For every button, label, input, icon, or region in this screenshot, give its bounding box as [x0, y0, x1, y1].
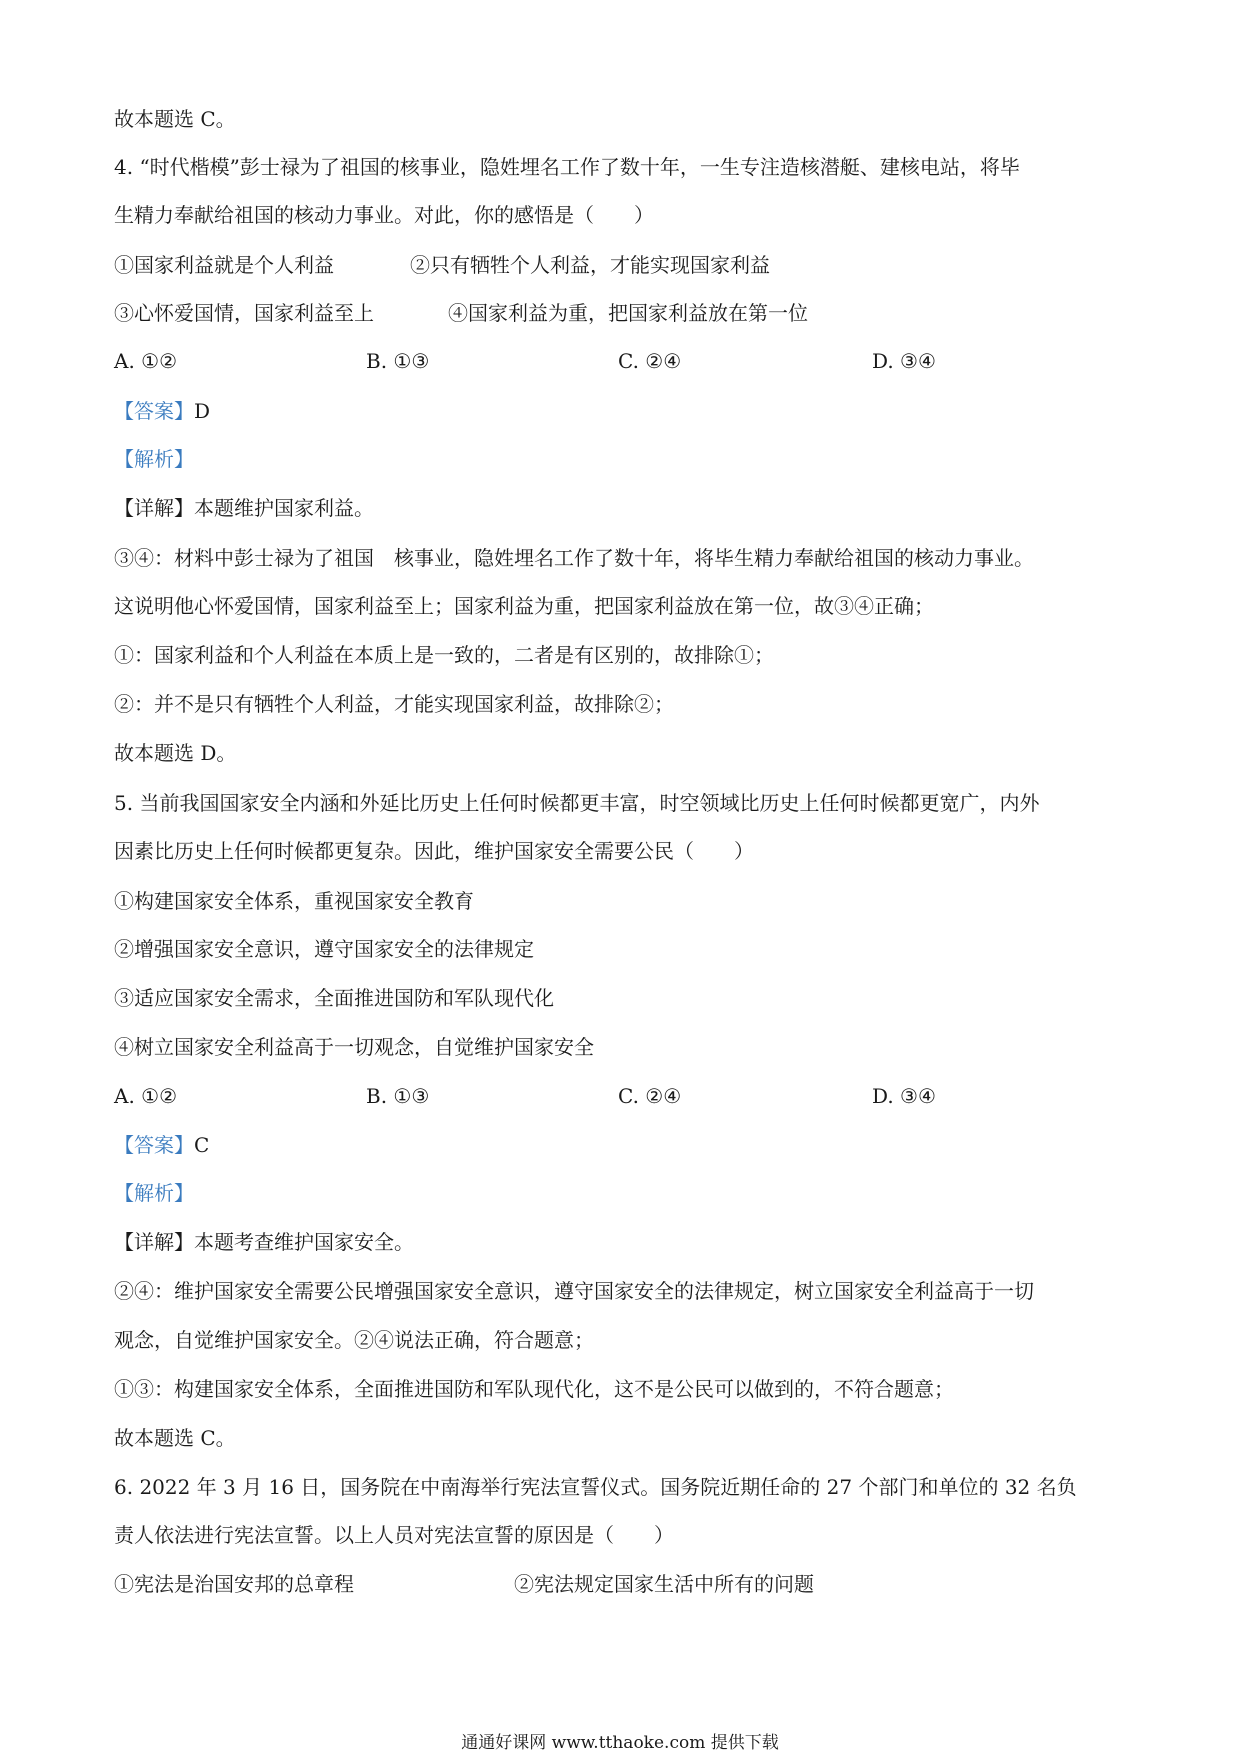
q5-option-a: A. ①② [114, 1084, 178, 1108]
q4-statement-4: ④国家利益为重，把国家利益放在第一位 [448, 301, 808, 325]
q4-option-c: C. ②④ [618, 349, 682, 373]
q4-conclusion: 故本题选 D。 [114, 741, 237, 765]
q6-stem-line-2: 责人依法进行宪法宣誓。以上人员对宪法宣誓的原因是（ ） [114, 1523, 674, 1547]
q5-analysis-tag: 【解析】 [114, 1181, 194, 1205]
q5-detail: 【详解】本题考查维护国家安全。 [114, 1230, 414, 1254]
answer-value: C [194, 1133, 210, 1157]
answer-value: D [194, 399, 211, 423]
q4-option-b: B. ①③ [366, 349, 430, 373]
q5-option-d: D. ③④ [872, 1084, 936, 1108]
q4-option-a: A. ①② [114, 349, 178, 373]
q5-option-c: C. ②④ [618, 1084, 682, 1108]
q5-statement-2: ②增强国家安全意识，遵守国家安全的法律规定 [114, 937, 534, 961]
q5-statement-4: ④树立国家安全利益高于一切观念，自觉维护国家安全 [114, 1035, 594, 1059]
q4-explanation-3: ①：国家利益和个人利益在本质上是一致的，二者是有区别的，故排除①； [114, 643, 774, 667]
q5-stem-line-1: 5. 当前我国国家安全内涵和外延比历史上任何时候都更丰富，时空领域比历史上任何时候都更宽广，内外 [114, 791, 1040, 815]
q4-answer [114, 396, 210, 426]
prev-conclusion: 故本题选 C。 [114, 107, 236, 131]
page-footer: 通通好课网 www.tthaoke.com 提供下载 [461, 1733, 779, 1753]
answer-tag: 【答案】 [114, 399, 194, 423]
q5-explanation-2: 观念，自觉维护国家安全。②④说法正确，符合题意； [114, 1328, 594, 1352]
q4-explanation-4: ②：并不是只有牺牲个人利益，才能实现国家利益，故排除②； [114, 692, 674, 716]
q6-statement-2: ②宪法规定国家生活中所有的问题 [514, 1572, 814, 1596]
q5-option-b: B. ①③ [366, 1084, 430, 1108]
q5-statement-3: ③适应国家安全需求，全面推进国防和军队现代化 [114, 986, 554, 1010]
q4-statement-3: ③心怀爱国情，国家利益至上 [114, 301, 374, 325]
q4-explanation-2: 这说明他心怀爱国情，国家利益至上；国家利益为重，把国家利益放在第一位，故③④正确； [114, 594, 934, 618]
q4-stem-line-1: 4. “时代楷模”彭士禄为了祖国的核事业，隐姓埋名工作了数十年，一生专注造核潜艇、建核电站，将毕 [114, 155, 1020, 179]
q4-analysis-tag: 【解析】 [114, 447, 194, 471]
q4-stem-line-2: 生精力奉献给祖国的核动力事业。对此，你的感悟是（ ） [114, 203, 654, 227]
q4-explanation-1: ③④：材料中彭士禄为了祖国 核事业，隐姓埋名工作了数十年，将毕生精力奉献给祖国的核动力事业。 [114, 546, 1034, 570]
q6-stem-line-1: 6. 2022 年 3 月 16 日，国务院在中南海举行宪法宣誓仪式。国务院近期任命的 27 个部门和单位的 32 名负 [114, 1475, 1077, 1499]
q5-explanation-1: ②④：维护国家安全需要公民增强国家安全意识，遵守国家安全的法律规定，树立国家安全利益高于一切 [114, 1279, 1034, 1303]
q4-option-d: D. ③④ [872, 349, 936, 373]
q4-detail: 【详解】本题维护国家利益。 [114, 496, 374, 520]
q5-statement-1: ①构建国家安全体系，重视国家安全教育 [114, 889, 474, 913]
q5-stem-line-2: 因素比历史上任何时候都更复杂。因此，维护国家安全需要公民（ ） [114, 839, 754, 863]
q4-statement-2: ②只有牺牲个人利益，才能实现国家利益 [410, 253, 770, 277]
q5-answer [114, 1130, 209, 1160]
q5-conclusion: 故本题选 C。 [114, 1426, 236, 1450]
q5-explanation-3: ①③：构建国家安全体系，全面推进国防和军队现代化，这不是公民可以做到的，不符合题意； [114, 1377, 954, 1401]
q6-statement-1: ①宪法是治国安邦的总章程 [114, 1572, 354, 1596]
q4-statement-1: ①国家利益就是个人利益 [114, 253, 334, 277]
answer-tag: 【答案】 [114, 1133, 194, 1157]
